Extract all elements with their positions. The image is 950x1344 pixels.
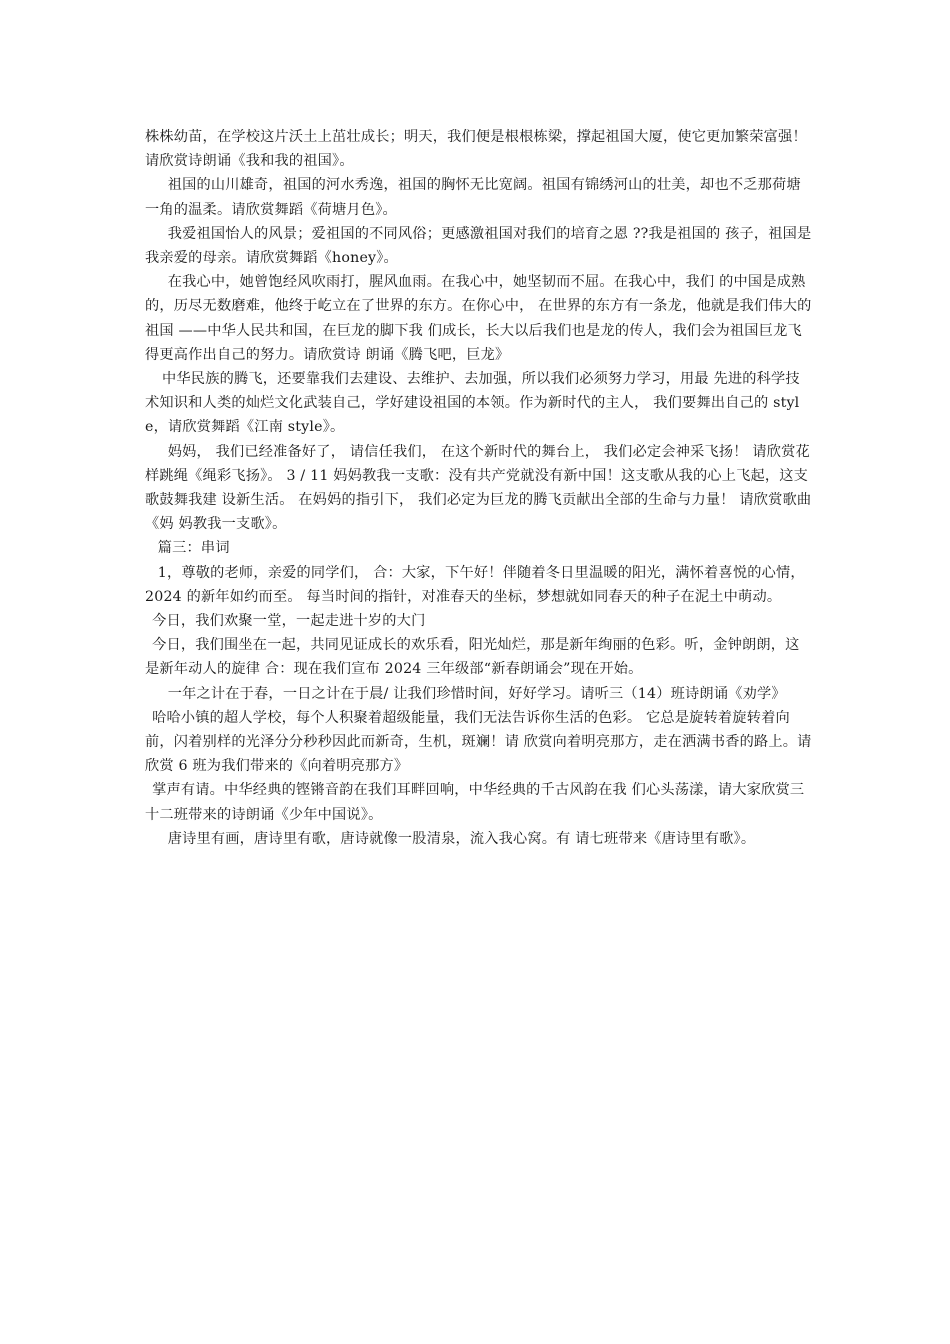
- paragraph: 妈妈， 我们已经准备好了， 请信任我们， 在这个新时代的舞台上， 我们必定会神采飞扬！ 请欣赏花样跳绳《绳彩飞扬》。 3 / 11 妈妈教我一支歌：没有共产党就没有新中国！这支歌从我的心上飞起，这支歌鼓舞我建 设新生活。 在妈妈的指引下， 我们必定为巨龙的腾飞贡献出全部的生命与力量！ 请欣赏歌曲 《妈 妈教我一支歌》。: [145, 443, 812, 533]
- paragraph: 祖国的山川雄奇，祖国的河水秀逸，祖国的胸怀无比宽阔。祖国有锦绣河山的壮美，却也不乏那荷塘一角的温柔。请欣赏舞蹈《荷塘月色》。: [145, 177, 801, 218]
- paragraph: 中华民族的腾飞，还要靠我们去建设、去维护、去加强，所以我们必须努力学习，用最 先进的科学技术知识和人类的灿烂文化武装自己，学好建设祖国的本领。作为新时代的主人， 我们要舞出自己的 style，请欣赏舞蹈《江南 style》。: [145, 371, 800, 436]
- paragraph: 株株幼苗，在学校这片沃土上茁壮成长；明天，我们便是根根栋梁，撑起祖国大厦，使它更加繁荣富强！请欣赏诗朗诵《我和我的祖国》。: [145, 129, 807, 170]
- paragraph: 今日，我们围坐在一起，共同见证成长的欢乐看，阳光灿烂，那是新年绚丽的色彩。听，金钟朗朗，这是新年动人的旋律 合：现在我们宣布 2024 三年级部“新春朗诵会”现在开始。: [145, 637, 800, 678]
- document-body: [145, 125, 813, 851]
- paragraph: 唐诗里有画，唐诗里有歌，唐诗就像一股清泉，流入我心窝。有 请七班带来《唐诗里有歌》。: [167, 830, 756, 847]
- paragraph: 我爱祖国怡人的风景；爱祖国的不同风俗；更感激祖国对我们的培育之恩 ??我是祖国的 孩子，祖国是我亲爱的母亲。请欣赏舞蹈《honey》。: [145, 225, 812, 267]
- paragraph: 哈哈小镇的超人学校，每个人积聚着超级能量，我们无法告诉你生活的色彩。 它总是旋转着旋转着向前，闪着别样的光泽分分秒秒因此而新奇，生机，斑斓！请 欣赏向着明亮那方，走在洒满书香的路上。请欣赏 6 班为我们带来的《向着明亮那方》: [145, 709, 812, 775]
- section-heading: 篇三：串词: [157, 540, 230, 557]
- paragraph: 在我心中，她曾饱经风吹雨打，腥风血雨。在我心中，她坚韧而不屈。在我心中，我们 的中国是成熟的，历尽无数磨难，他终于屹立在了世界的东方。在你心中， 在世界的东方有一条龙，他就是我们伟大的祖国 ——中华人民共和国，在巨龙的脚下我 们成长，长大以后我们也是龙的传人，我们会为祖国巨龙飞得更高作出自己的努力。请欣赏诗 朗诵《腾飞吧，巨龙》: [145, 274, 812, 363]
- paragraph: 一年之计在于春，一日之计在于晨/ 让我们珍惜时间，好好学习。请听三（14）班诗朗诵《劝学》: [167, 685, 786, 702]
- paragraph: 今日，我们欢聚一堂，一起走进十岁的大门: [152, 613, 426, 630]
- paragraph: 掌声有请。中华经典的铿锵音韵在我们耳畔回响，中华经典的千古风韵在我 们心头荡漾，请大家欣赏三十二班带来的诗朗诵《少年中国说》。: [145, 782, 805, 823]
- paragraph: 1，尊敬的老师，亲爱的同学们， 合：大家，下午好！伴随着冬日里温暖的阳光，满怀着喜悦的心情，2024 的新年如约而至。 每当时间的指针，对准春天的坐标，梦想就如同春天的种子在泥土中萌动。: [145, 564, 805, 605]
